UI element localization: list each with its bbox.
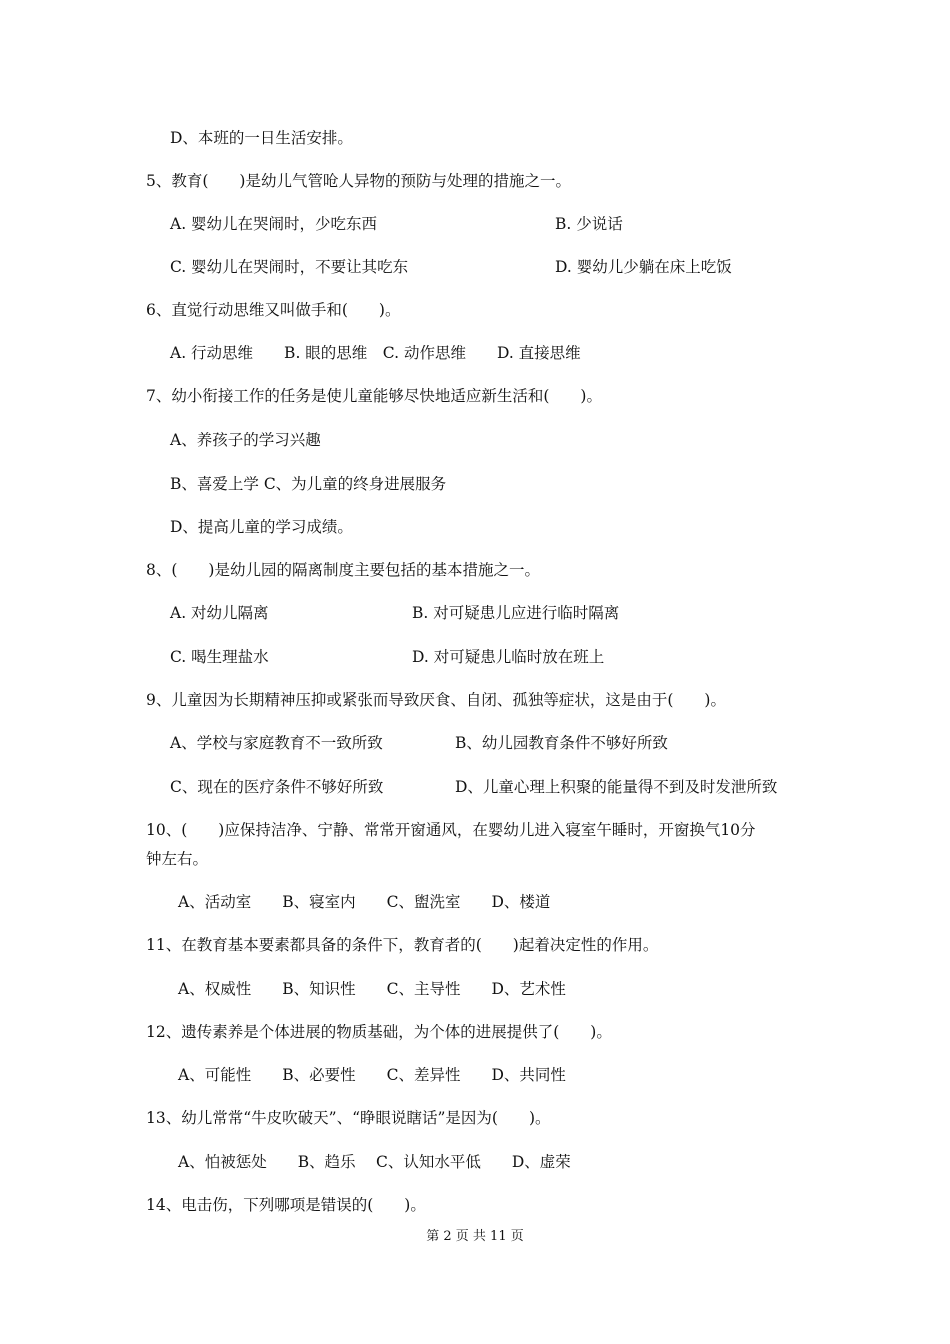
question-9: 9、儿童因为长期精神压抑或紧张而导致厌食、自闭、孤独等症状，这是由于( )。 (146, 691, 726, 709)
question-11: 11、在教育基本要素都具备的条件下，教育者的( )起着决定性的作用。 (146, 936, 659, 954)
question-10-continued: 钟左右。 (146, 850, 209, 868)
q7-option-d: D、提高儿童的学习成绩。 (170, 518, 353, 536)
question-14: 14、电击伤，下列哪项是错误的( )。 (146, 1196, 426, 1214)
q10-options: A、活动室 B、寝室内 C、盥洗室 D、楼道 (178, 893, 551, 911)
q9-option-c: C、现在的医疗条件不够好所致 (170, 778, 384, 796)
question-7: 7、幼小衔接工作的任务是使儿童能够尽快地适应新生活和( )。 (146, 387, 602, 405)
question-6: 6、直觉行动思维又叫做手和( )。 (146, 301, 401, 319)
q5-option-b: B. 少说话 (555, 215, 623, 233)
q9-option-a: A、学校与家庭教育不一致所致 (170, 734, 383, 752)
q5-option-c: C. 婴幼儿在哭闹时，不要让其吃东 (170, 258, 409, 276)
page-footer: 第 2 页 共 11 页 (426, 1229, 524, 1244)
option-d-line: D、本班的一日生活安排。 (170, 129, 353, 147)
q7-option-bc: B、喜爱上学 C、为儿童的终身进展服务 (170, 475, 447, 493)
q11-options: A、权威性 B、知识性 C、主导性 D、艺术性 (178, 980, 566, 998)
q9-option-b: B、幼儿园教育条件不够好所致 (455, 734, 668, 752)
q12-options: A、可能性 B、必要性 C、差异性 D、共同性 (178, 1066, 566, 1084)
q8-option-b: B. 对可疑患儿应进行临时隔离 (412, 604, 620, 622)
question-10: 10、( )应保持洁净、宁静、常常开窗通风，在婴幼儿进入寝室午睡时，开窗换气10分 (146, 821, 756, 839)
question-12: 12、遗传素养是个体进展的物质基础，为个体的进展提供了( )。 (146, 1023, 612, 1041)
q6-options: A. 行动思维 B. 眼的思维 C. 动作思维 D. 直接思维 (170, 344, 581, 362)
question-8: 8、( )是幼儿园的隔离制度主要包括的基本措施之一。 (146, 561, 540, 579)
question-5: 5、教育( )是幼儿气管呛人异物的预防与处理的措施之一。 (146, 172, 571, 190)
q7-option-a: A、养孩子的学习兴趣 (170, 431, 321, 449)
q5-option-d: D. 婴幼儿少躺在床上吃饭 (555, 258, 732, 276)
q8-option-a: A. 对幼儿隔离 (170, 604, 269, 622)
q8-option-d: D. 对可疑患儿临时放在班上 (412, 648, 605, 666)
question-13: 13、幼儿常常“牛皮吹破天”、“睁眼说瞎话”是因为( )。 (146, 1109, 551, 1127)
q8-option-c: C. 喝生理盐水 (170, 648, 269, 666)
q9-option-d: D、儿童心理上积聚的能量得不到及时发泄所致 (455, 778, 778, 796)
q5-option-a: A. 婴幼儿在哭闹时，少吃东西 (170, 215, 378, 233)
q13-options: A、怕被惩处 B、趋乐 C、认知水平低 D、虚荣 (178, 1153, 571, 1171)
